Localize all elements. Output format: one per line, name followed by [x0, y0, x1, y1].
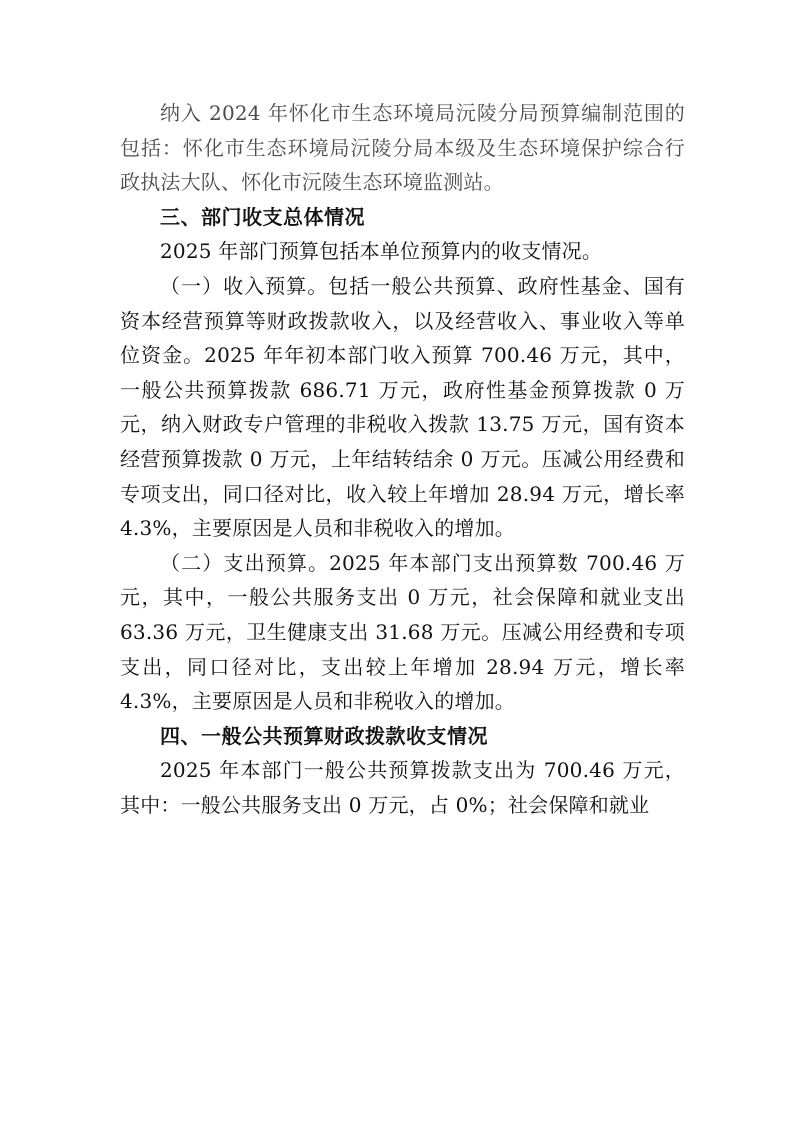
expenditure-budget-paragraph: （二）支出预算。2025 年本部门支出预算数 700.46 万元，其中，一般公共服务支出 0 万元，社会保障和就业支出 63.36 万元，卫生健康支出 31.68 万元。压减公用经费和专项支出，同口径对比，支出较上年增加 28.94 万元，增长率 4.3%，主要原因是人员和非税收入的增加。: [120, 550, 685, 714]
overview-paragraph: 2025 年部门预算包括本单位预算内的收支情况。: [160, 239, 603, 264]
section-heading-3: 三、部门收支总体情况: [160, 204, 365, 229]
scope-paragraph: 纳入 2024 年怀化市生态环境局沅陵分局预算编制范围的包括：怀化市生态环境局沅陵分局本级及生态环境保护综合行政执法大队、怀化市沅陵生态环境监测站。: [120, 101, 685, 195]
income-budget-paragraph: （一）收入预算。包括一般公共预算、政府性基金、国有资本经营预算等财政拨款收入，以及经营收入、事业收入等单位资金。2025 年年初本部门收入预算 700.46 万元，其中，一般公共预算拨款 686.71 万元，政府性基金预算拨款 0 万元，纳入财政专户管理的非税收入拨款 13.75 万元，国有资本经营预算拨款 0 万元，上年结转结余 0 万元。压减公用经费和专项支出，同口径对比，收入较上年增加 28.94 万元，增长率 4.3%，主要原因是人员和非税收入的增加。: [120, 273, 685, 541]
section-heading-4: 四、一般公共预算财政拨款收支情况: [160, 723, 488, 748]
public-budget-paragraph: 2025 年本部门一般公共预算拨款支出为 700.46 万元，其中：一般公共服务支出 0 万元，占 0%；社会保障和就业: [120, 758, 685, 817]
document-page: [120, 96, 685, 822]
